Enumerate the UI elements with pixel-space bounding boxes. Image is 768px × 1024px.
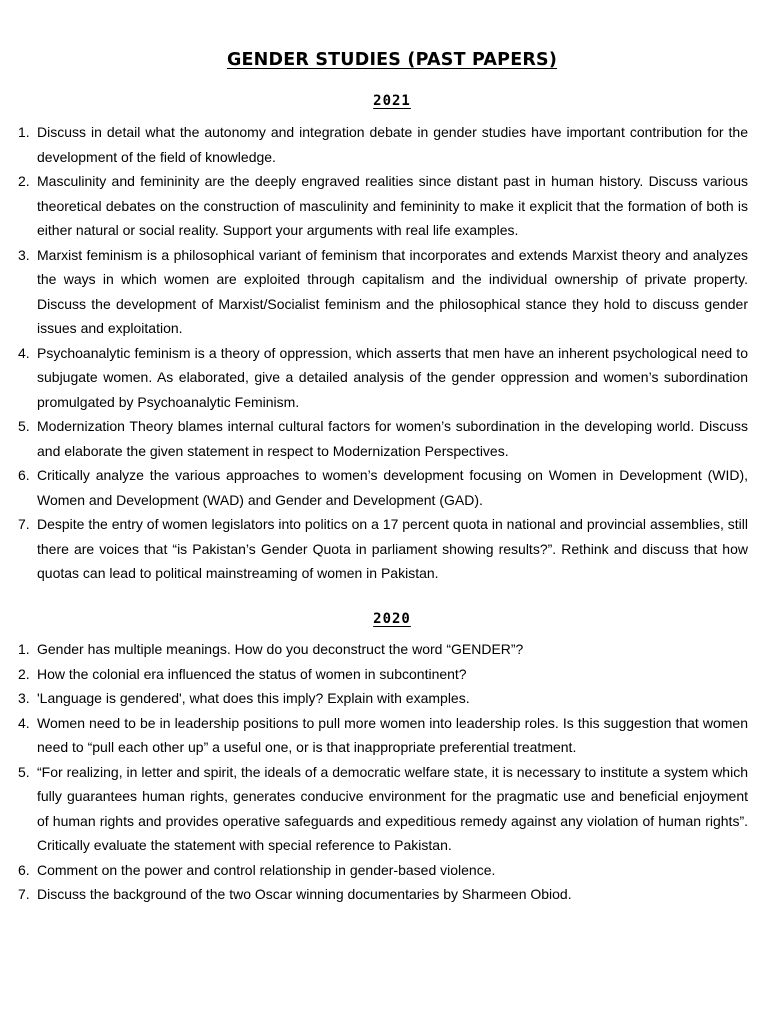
- question-item: [0, 882, 748, 907]
- question-item: [0, 341, 748, 415]
- question-text: Gender has multiple meanings. How do you deconstruct the word “GENDER”?: [37, 641, 524, 657]
- question-number: 7.: [18, 886, 30, 902]
- question-list: [0, 120, 748, 586]
- question-number: 5.: [18, 763, 30, 780]
- question-number: 7.: [18, 516, 30, 532]
- question-text: Psychoanalytic feminism is a theory of oppression, which asserts that men have an inherent psychological need to subjugate women. As elaborated, give a detailed analysis of the gender oppression and women’s subordination promulgated by Psychoanalytic Feminism.: [37, 344, 748, 410]
- question-text: Marxist feminism is a philosophical variant of feminism that incorporates and extends Marxist theory and analyzes the ways in which women are exploited through capitalism and the individual ownership of private property. Discuss the development of Marxist/Socialist feminism and the philosophical stance they hold to discuss gender issues and exploitation.: [37, 246, 748, 336]
- question-number: 3.: [18, 690, 30, 706]
- question-number: 3.: [18, 246, 30, 263]
- question-number: 2.: [18, 665, 30, 682]
- question-text: Masculinity and femininity are the deeply engraved realities since distant past in human history. Discuss various theoretical debates on the construction of masculinity and femininity to make it explicit that the formation of both is either natural or social reality. Support your arguments with real life examples.: [37, 173, 748, 238]
- question-item: [0, 414, 748, 463]
- question-number: 6.: [18, 467, 30, 483]
- question-item: [0, 858, 748, 883]
- section-year-heading: 2020: [373, 611, 411, 627]
- section-year-heading: 2021: [373, 93, 411, 109]
- question-number: 5.: [18, 418, 30, 434]
- question-item: [0, 760, 748, 858]
- question-text: Women need to be in leadership positions to pull more women into leadership roles. Is this suggestion that women need to “pull each other up” a useful one, or is that inappropriate preferential treatment.: [37, 714, 748, 755]
- question-text: Discuss in detail what the autonomy and integration debate in gender studies have important contribution for the development of the field of knowledge.: [37, 124, 748, 165]
- question-item: [0, 686, 748, 711]
- question-text: Critically analyze the various approaches to women’s development focusing on Women in Development (WID), Women and Development (WAD) and Gender and Development (GAD).: [37, 467, 748, 508]
- question-text: Discuss the background of the two Oscar winning documentaries by Sharmeen Obiod.: [37, 886, 572, 902]
- document-title: GENDER STUDIES (PAST PAPERS): [226, 50, 558, 70]
- question-item: [0, 711, 748, 760]
- question-text: How the colonial era influenced the status of women in subcontinent?: [37, 665, 467, 682]
- question-text: Despite the entry of women legislators into politics on a 17 percent quota in national and provincial assemblies, still there are voices that “is Pakistan’s Gender Quota in parliament showing results?”. Rethink and discuss that how quotas can lead to political mainstreaming of women in Pakistan.: [37, 516, 748, 581]
- question-text: Modernization Theory blames internal cultural factors for women’s subordination in the developing world. Discuss and elaborate the given statement in respect to Modernization Perspectives.: [37, 418, 748, 459]
- question-text: “For realizing, in letter and spirit, the ideals of a democratic welfare state, it is necessary to institute a system which fully guarantees human rights, generates conducive environment for the pragmatic use and beneficial enjoyment of human rights and provides operative safeguards and expeditious remedy against any violation of human rights”. Critically evaluate the statement with special reference to Pakistan.: [37, 763, 748, 853]
- question-item: [0, 120, 748, 169]
- question-number: 4.: [18, 714, 30, 731]
- question-item: [0, 662, 748, 687]
- question-item: [0, 512, 748, 586]
- question-text: Comment on the power and control relationship in gender-based violence.: [37, 861, 496, 878]
- question-text: 'Language is gendered', what does this imply? Explain with examples.: [37, 690, 470, 706]
- question-item: [0, 463, 748, 512]
- question-number: 4.: [18, 344, 30, 361]
- question-item: [0, 169, 748, 243]
- question-number: 1.: [18, 641, 30, 657]
- question-number: 2.: [18, 173, 30, 189]
- question-list: [0, 637, 748, 907]
- question-number: 1.: [18, 124, 30, 140]
- question-item: [0, 243, 748, 341]
- question-number: 6.: [18, 861, 30, 878]
- question-item: [0, 637, 748, 662]
